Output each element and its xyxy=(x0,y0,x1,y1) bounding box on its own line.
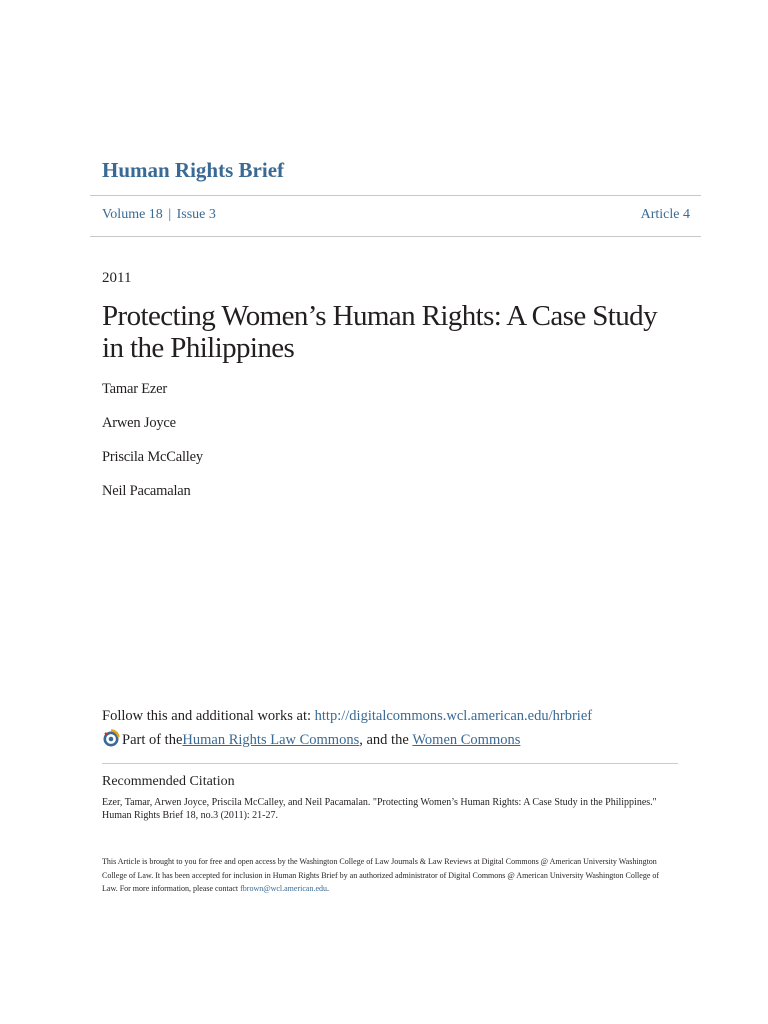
contact-email-link[interactable]: fbrown@wcl.american.edu xyxy=(240,884,327,893)
access-notice-end: . xyxy=(327,884,329,893)
follow-label: Follow this and additional works at: xyxy=(102,708,315,724)
citation-text: Ezer, Tamar, Arwen Joyce, Priscila McCalley, and Neil Pacamalan. "Protecting Women’s Human Rights: A Case Study in the Philippines." Human Rights Brief 18, no.3 (2011): 21-27. xyxy=(102,797,657,821)
article-title: Protecting Women’s Human Rights: A Case Study in the Philippines xyxy=(102,300,657,364)
article-number-link[interactable]: Article 4 xyxy=(640,207,690,222)
repository-url-link[interactable]: http://digitalcommons.wcl.american.edu/hrbrief xyxy=(314,708,593,724)
volume-link[interactable]: Volume 18 xyxy=(102,207,163,222)
author-name[interactable]: Arwen Joyce xyxy=(102,415,176,431)
part-of-prefix: Part of the xyxy=(122,731,183,748)
volume-issue-separator: | xyxy=(168,207,172,222)
journal-title[interactable]: Human Rights Brief xyxy=(102,158,285,182)
divider-top xyxy=(90,195,701,196)
issue-link[interactable]: Issue 3 xyxy=(176,207,216,222)
recommended-citation-heading: Recommended Citation xyxy=(102,774,235,789)
author-name[interactable]: Neil Pacamalan xyxy=(102,483,191,499)
author-name[interactable]: Priscila McCalley xyxy=(102,449,203,465)
part-of-middle: , and the xyxy=(359,731,413,748)
citation-divider xyxy=(102,763,678,764)
bepress-commons-icon xyxy=(102,729,120,747)
volume-issue-row xyxy=(102,207,690,223)
women-commons-link[interactable]: Women Commons xyxy=(412,731,521,748)
human-rights-law-commons-link[interactable]: Human Rights Law Commons xyxy=(182,731,360,748)
part-of-line xyxy=(102,731,520,749)
access-notice-text: This Article is brought to you for free and open access by the Washington College of Law Journals & Law Reviews at Digital Commons @ American University Washington College of Law. It has been accepted for inclusion in Human Rights Brief by an authorized administrator of Digital Commons @ American University Washington College of Law. For more information, please contact xyxy=(102,857,660,893)
follow-line xyxy=(102,708,592,725)
divider-bottom xyxy=(90,236,701,237)
publication-year: 2011 xyxy=(102,270,132,286)
author-name[interactable]: Tamar Ezer xyxy=(102,381,168,397)
access-notice xyxy=(102,855,667,896)
